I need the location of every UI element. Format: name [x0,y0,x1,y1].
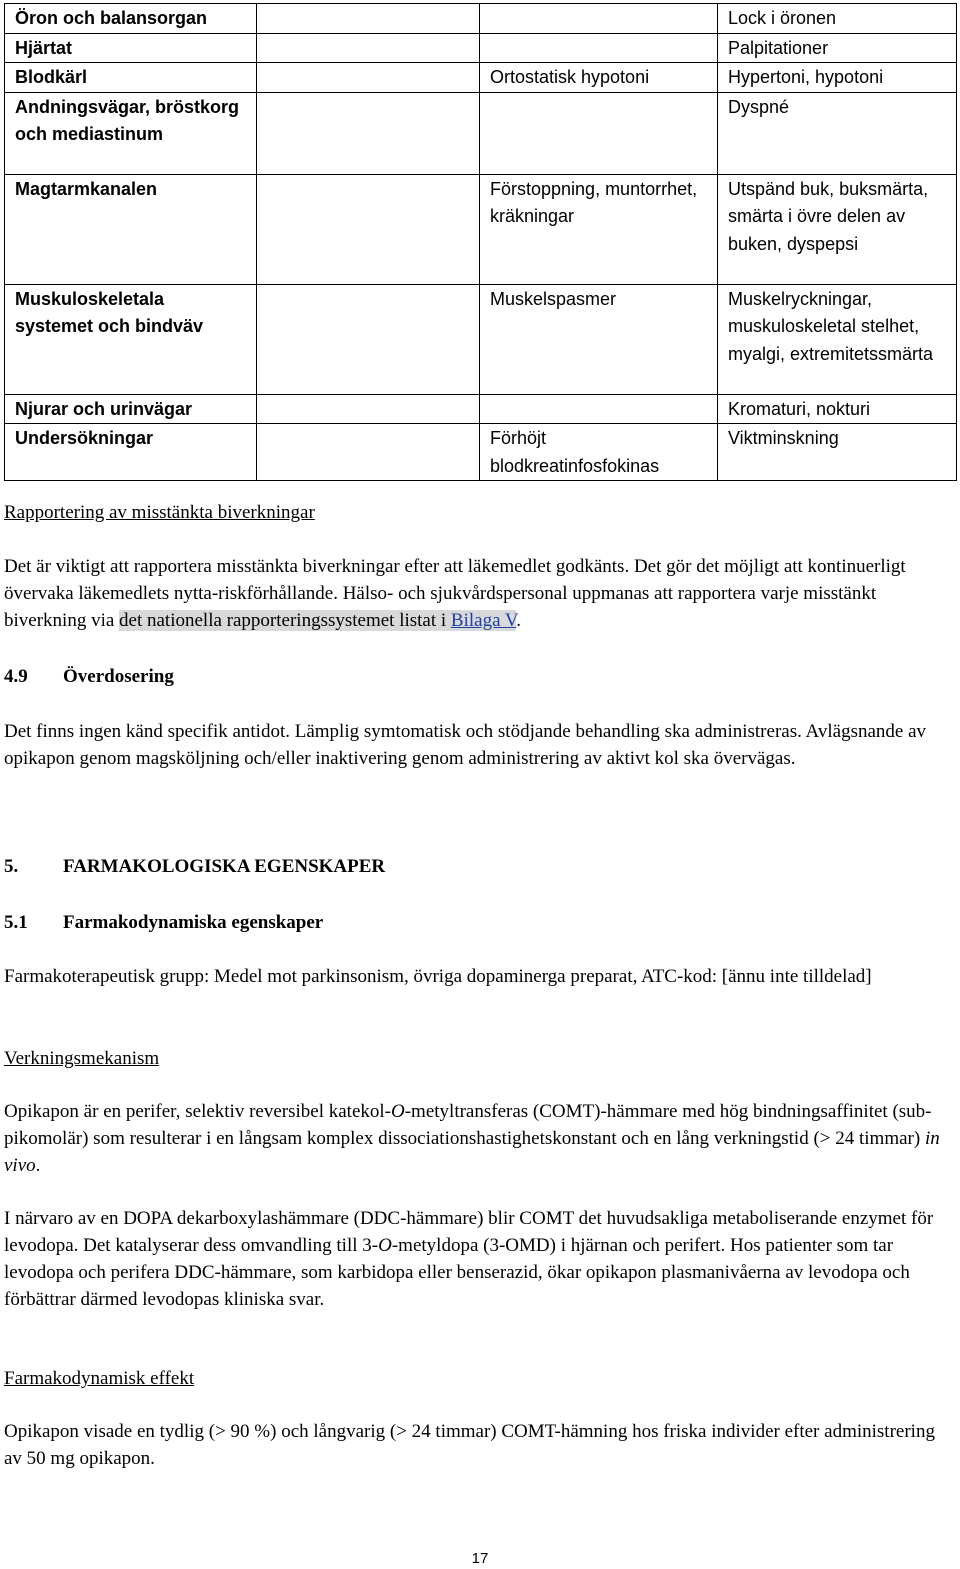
organ-class-cell: Magtarmkanalen [5,174,257,284]
reporting-heading: Rapportering av misstänkta biverkningar [4,502,315,523]
frequency-cell [480,394,718,424]
table-row [5,394,957,424]
organ-class-cell: Öron och balansorgan [5,4,257,34]
italic-text: O [391,1101,405,1122]
overdose-paragraph: Det finns ingen känd specifik antidot. Lämplig symtomatisk och stödjande behandling ska administreras. Avlägsnande av opikapon genom magsköljning och/eller inaktivering genom administrering av aktivt kol ska övervägas. [4,721,927,769]
adverse-reactions-table [4,3,957,481]
section-title: FARMAKOLOGISKA EGENSKAPER [63,856,386,877]
frequency-cell: Muskelspasmer [480,284,718,394]
frequency-cell: Viktminskning [718,424,957,481]
page-number: 17 [471,1550,489,1567]
frequency-cell: Muskelryckningar, muskuloskeletal stelhet, myalgi, extremitetssmärta [718,284,957,394]
section-title: Överdosering [63,666,174,687]
reporting-end: . [516,610,521,631]
reporting-system-highlight: det nationella rapporteringssystemet listat i [119,610,451,631]
bilaga-v-link[interactable]: Bilaga V [450,610,517,631]
frequency-cell: Lock i öronen [718,4,957,34]
frequency-cell [257,424,480,481]
frequency-cell: Ortostatisk hypotoni [480,63,718,93]
frequency-cell [257,174,480,284]
frequency-cell: Förhöjt blodkreatinfosfokinas [480,424,718,481]
organ-class-cell: Muskuloskeletala systemet och bindväv [5,284,257,394]
section-4-9-heading [4,663,954,690]
mechanism-heading: Verkningsmekanism [4,1048,160,1069]
table-row [5,92,957,174]
section-number: 4.9 [4,666,28,687]
reporting-system-text [119,610,516,631]
frequency-cell: Palpitationer [718,33,957,63]
reporting-paragraph [4,553,954,634]
mechanism-paragraph [4,1098,954,1179]
frequency-cell [257,63,480,93]
section-title: Farmakodynamiska egenskaper [63,912,324,933]
table-row [5,284,957,394]
frequency-cell [480,92,718,174]
ddc-text: I närvaro av en DOPA dekarboxylashämmare (DDC-hämmare) blir COMT det huvudsakliga metaboliserande enzymet för levodopa. Det katalyserar dess omvandling till 3- [4,1208,934,1256]
frequency-cell: Förstoppning, muntorrhet, kräkningar [480,174,718,284]
pharmacotherapeutic-group: Farmakoterapeutisk grupp: Medel mot parkinsonism, övriga dopaminerga preparat, ATC-kod: [ännu inte tilldelad] [4,966,872,987]
section-number: 5. [4,856,19,877]
organ-class-cell: Undersökningar [5,424,257,481]
mechanism-text: . [35,1155,41,1176]
table-row [5,424,957,481]
frequency-cell [257,33,480,63]
ddc-paragraph [4,1205,954,1313]
table-row [5,33,957,63]
section-number: 5.1 [4,912,28,933]
ddc-text: -metyldopa (3-OMD) i hjärnan och perifert. Hos patienter som tar levodopa och perifera DDC-hämmare, som karbidopa eller benserazid, ökar opikapon plasmanivåerna av levodopa och förbättrar därmed levodopas kliniska svar. [4,1235,910,1310]
organ-class-cell: Njurar och urinvägar [5,394,257,424]
frequency-cell: Dyspné [718,92,957,174]
mechanism-text: -metyltransferas (COMT)-hämmare med hög bindningsaffinitet (sub-pikomolär) som resulterar i en långsam komplex dissociationshastighetskonstant och en lång verkningstid (> 24 timmar) [4,1101,932,1149]
section-5-1-heading [4,909,954,936]
effect-paragraph: Opikapon visade en tydlig (> 90 %) och långvarig (> 24 timmar) COMT-hämning hos friska individer efter administrering av 50 mg opikapon. [4,1421,935,1469]
frequency-cell: Kromaturi, nokturi [718,394,957,424]
organ-class-cell: Hjärtat [5,33,257,63]
frequency-cell [257,284,480,394]
frequency-cell [257,394,480,424]
italic-text: in vivo [4,1128,940,1176]
frequency-cell: Hypertoni, hypotoni [718,63,957,93]
frequency-cell [480,4,718,34]
organ-class-cell: Andningsvägar, bröstkorg och mediastinum [5,92,257,174]
frequency-cell [257,4,480,34]
frequency-cell: Utspänd buk, buksmärta, smärta i övre delen av buken, dyspepsi [718,174,957,284]
organ-class-cell: Blodkärl [5,63,257,93]
mechanism-text: Opikapon är en perifer, selektiv reversibel katekol- [4,1101,391,1122]
section-5-heading [4,853,954,880]
reporting-text: Det är viktigt att rapportera misstänkta biverkningar efter att läkemedlet godkänts. Det gör det möjligt att kontinuerligt övervaka läkemedlets nytta-riskförhållande. Hälso- och sjukvårdspersonal uppmanas att rapportera varje misstänkt biverkning via [4,556,906,631]
frequency-cell [257,92,480,174]
frequency-cell [480,33,718,63]
table-row [5,63,957,93]
table-row [5,4,957,34]
table-row [5,174,957,284]
italic-text: O [378,1235,392,1256]
effect-heading: Farmakodynamisk effekt [4,1368,195,1389]
